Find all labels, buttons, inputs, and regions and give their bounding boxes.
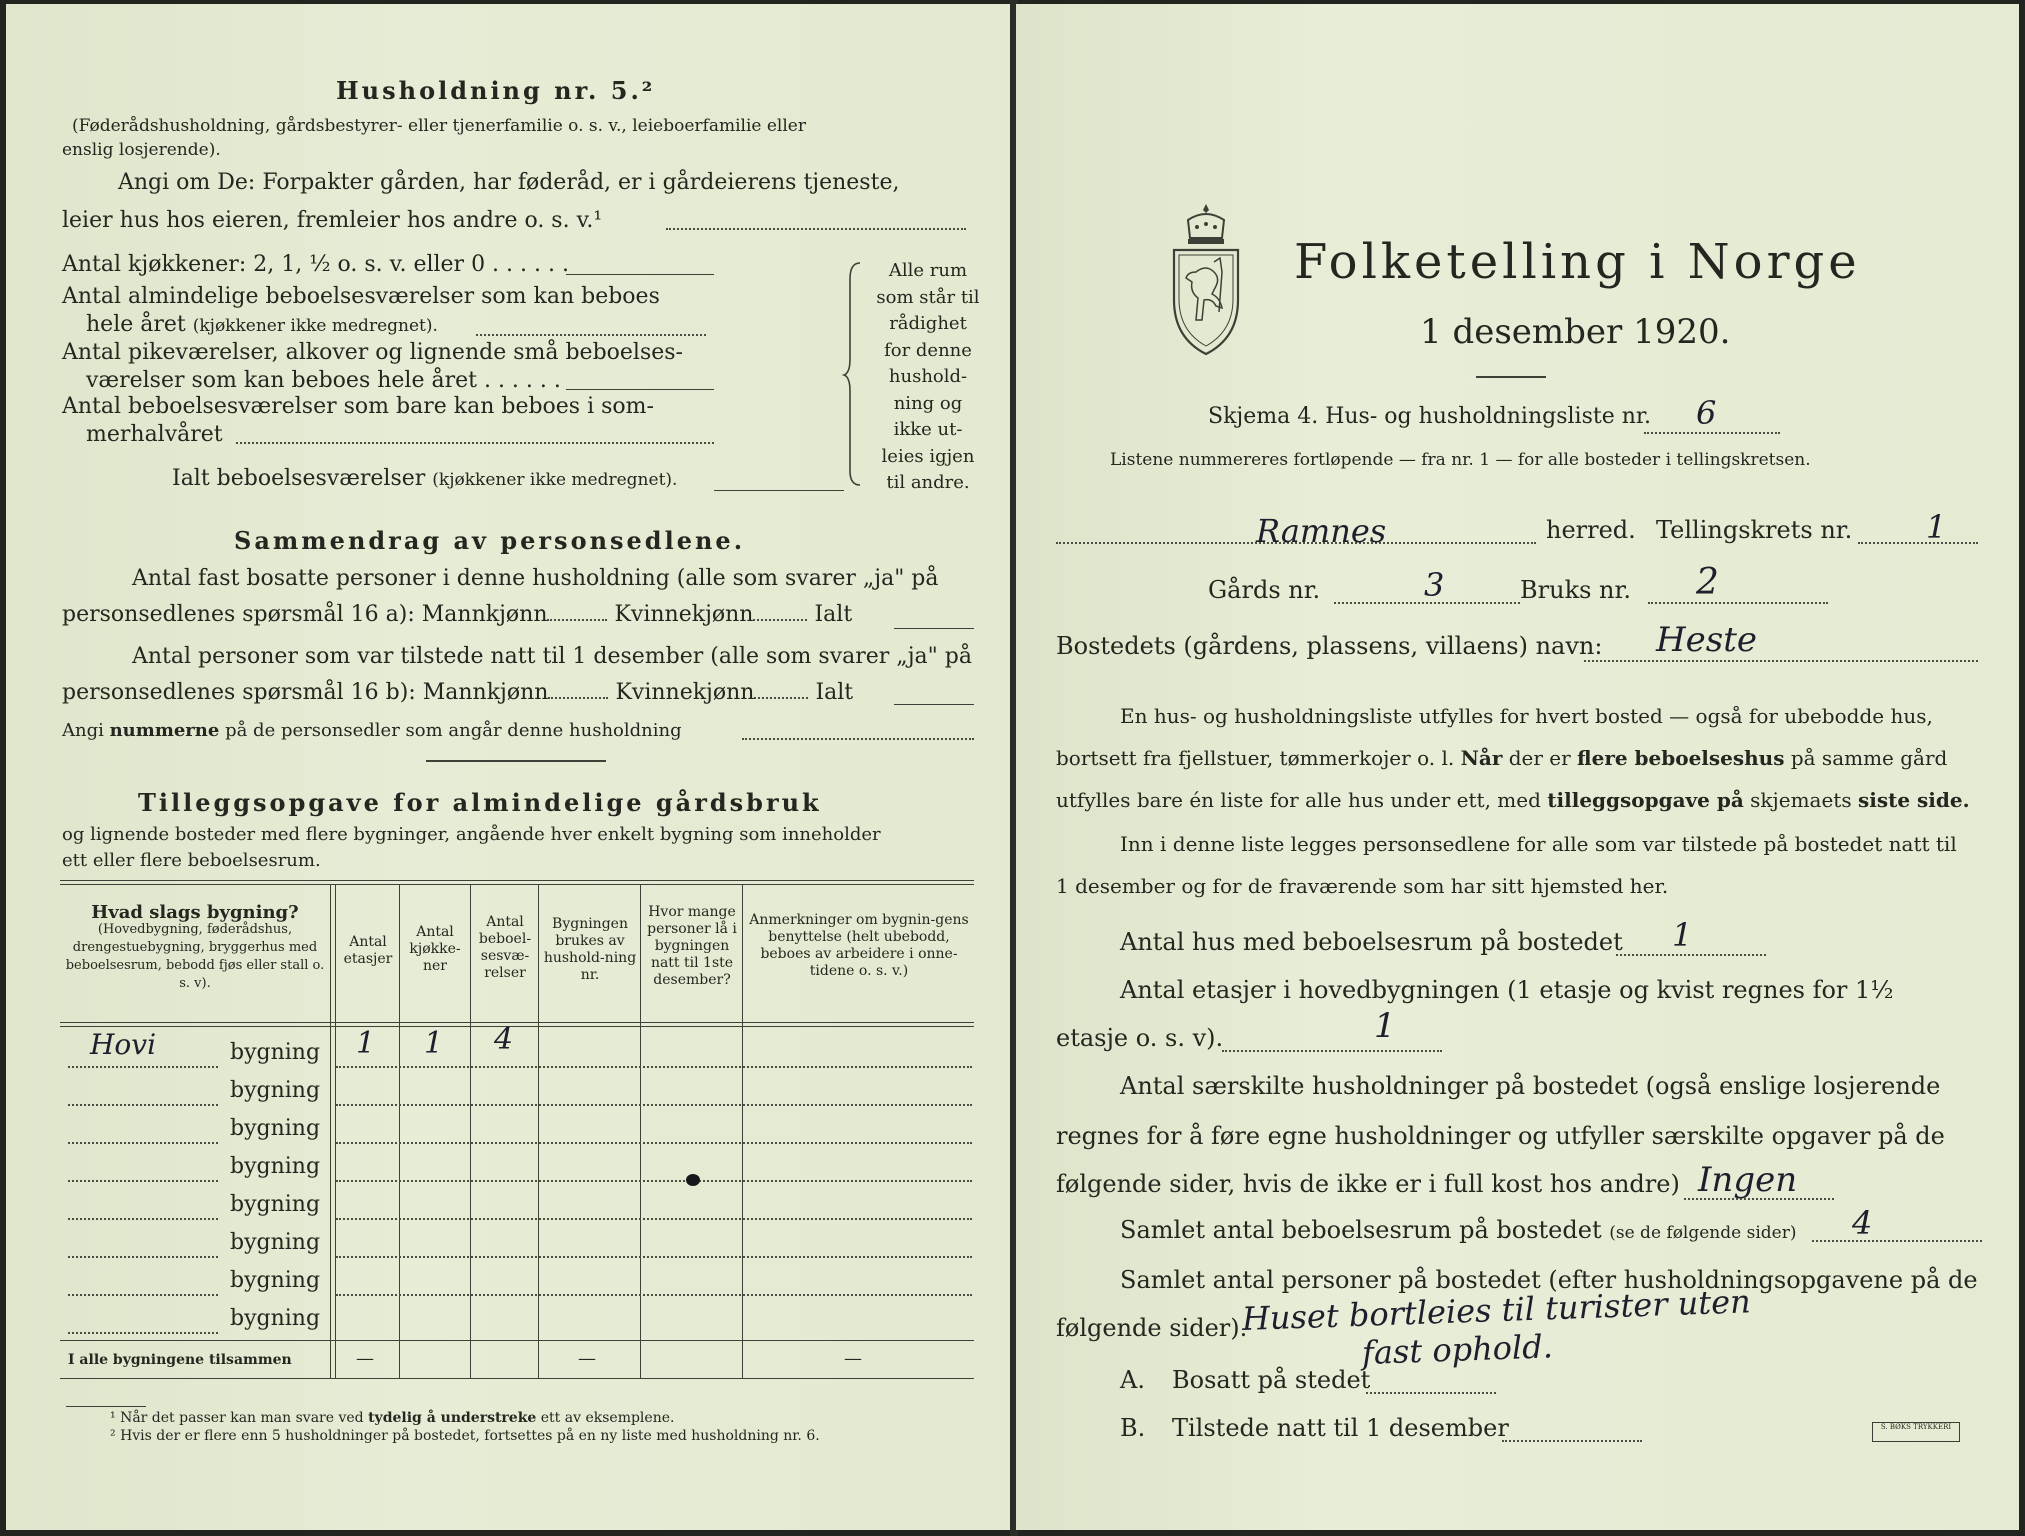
answer-line xyxy=(1858,542,1978,544)
row-suffix: bygning xyxy=(230,1268,321,1293)
samlet-pers-note-cont: fast ophold. xyxy=(1361,1327,1554,1372)
answer-line xyxy=(1644,432,1780,434)
answer-line xyxy=(1334,602,1520,604)
etasjer-label: Antal etasjer i hovedbygningen (1 etasje og kvist regnes for 1½ xyxy=(1120,976,1894,1004)
tillegg-text-cont: ett eller flere beboelsesrum. xyxy=(62,850,321,871)
angi-instruction-cont: leier hus hos eieren, fremleier hos andre o. s. v.¹ xyxy=(62,208,603,233)
answer-line xyxy=(894,628,974,629)
footnote-divider xyxy=(66,1406,146,1407)
samlet-rum-value: 4 xyxy=(1852,1204,1873,1242)
skjema-nr: 6 xyxy=(1696,394,1717,432)
row-suffix: bygning xyxy=(230,1306,321,1331)
col-kjokkener-header: Antal kjøkke-ner xyxy=(409,924,461,974)
answer-line xyxy=(666,228,966,230)
antal-hus-label: Antal hus med beboelsesrum på bostedet xyxy=(1120,928,1623,956)
antal-hus-value: 1 xyxy=(1672,916,1693,954)
printer-stamp: S. BØKS TRYKKERI xyxy=(1872,1422,1960,1442)
instructions-para-2: Inn i denne liste legges personsedlene for alle som var tilstede på bostedet natt til xyxy=(1120,832,1957,856)
col-etasjer-header: Antal etasjer xyxy=(343,934,393,967)
answer-line xyxy=(566,389,714,390)
left-page xyxy=(6,4,1012,1530)
answer-line xyxy=(714,490,844,491)
total-dash: — xyxy=(578,1348,596,1369)
footnote-1: ¹ Når det passer kan man svare ved tydelig å understreke ett av eksemplene. xyxy=(110,1410,675,1426)
bruks-label: Bruks nr. xyxy=(1520,576,1631,604)
etasjer-label-cont: etasje o. s. v). xyxy=(1056,1024,1224,1052)
etasjer-value: 1 xyxy=(1374,1006,1396,1046)
alm-label: Antal almindelige beboelsesværelser som kan beboes xyxy=(62,284,660,309)
row-type: Hovi xyxy=(90,1028,157,1061)
right-page xyxy=(1016,4,2019,1530)
a-text: Bosatt på stedet xyxy=(1172,1366,1371,1394)
household-note-cont: enslig losjerende). xyxy=(62,140,221,160)
instructions-para-cont: utfylles bare én liste for alle hus under ett, med tilleggsopgave på skjemaets siste side. xyxy=(1056,788,1970,812)
ink-blot xyxy=(686,1174,700,1186)
a-label: A. xyxy=(1120,1366,1145,1394)
alm-label-cont: hele året (kjøkkener ikke medregnet). xyxy=(86,312,438,337)
sommer-label: Antal beboelsesværelser som bare kan beboes i som- xyxy=(62,394,654,419)
divider xyxy=(426,760,606,762)
herred-label: herred. xyxy=(1546,516,1636,544)
brace-note: Alle rum som står til rådighet for denne hushold- ning og ikke ut- leies igjen til andre. xyxy=(876,260,980,493)
tilstede-cont: personsedlenes spørsmål 16 b): Mannkjønn Kvinnekjønn Ialt xyxy=(62,680,854,705)
answer-line xyxy=(476,334,706,336)
sarskilte-label: Antal særskilte husholdninger på bostedet (også enslige losjerende xyxy=(1120,1072,1941,1100)
bosted-value: Heste xyxy=(1656,620,1758,660)
sammendrag-title: Sammendrag av personsedlene. xyxy=(234,526,746,555)
household-note: (Føderådshusholdning, gårdsbestyrer- eller tjenerfamilie o. s. v., leieboerfamilie eller xyxy=(72,116,806,136)
sarskilte-value: Ingen xyxy=(1698,1160,1798,1200)
samlet-pers-note: Huset bortleies til turister uten xyxy=(1241,1282,1752,1338)
answer-line xyxy=(1812,1240,1982,1242)
row-suffix: bygning xyxy=(230,1230,321,1255)
answer-line xyxy=(894,704,974,705)
answer-line xyxy=(1366,1392,1496,1394)
tillegg-title: Tilleggsopgave for almindelige gårdsbruk xyxy=(138,788,822,817)
pike-label-cont: værelser som kan beboes hele året . . . . . . xyxy=(86,368,561,393)
census-date: 1 desember 1920. xyxy=(1420,312,1731,352)
b-label: B. xyxy=(1120,1414,1146,1442)
answer-line xyxy=(1684,1198,1834,1200)
angi-nummerne: Angi nummerne på de personsedler som angår denne husholdning xyxy=(62,720,682,741)
answer-line xyxy=(1502,1440,1642,1442)
row-kjokkener: 1 xyxy=(424,1026,444,1061)
col-type-header: Hvad slags bygning? (Hovedbygning, føderådshus, drengestuebygning, bryggerhus med beboelsesrum, bebodd fjøs eller stall o. s. v). xyxy=(65,902,325,991)
col-anm-header: Anmerkninger om bygnin-gens benyttelse (helt ubebodd, beboes av arbeidere i onne-tidene o. s. v.) xyxy=(749,912,969,979)
answer-line xyxy=(1222,1050,1442,1052)
tellingskrets-value: 1 xyxy=(1926,508,1947,546)
answer-line xyxy=(1648,602,1828,604)
row-suffix: bygning xyxy=(230,1154,321,1179)
samlet-rum-label: Samlet antal beboelsesrum på bostedet (se de følgende sider) xyxy=(1120,1216,1797,1244)
row-suffix: bygning xyxy=(230,1040,321,1065)
angi-instruction: Angi om De: Forpakter gården, har føderåd, er i gårdeierens tjeneste, xyxy=(118,170,900,195)
answer-line xyxy=(236,442,714,444)
tellingskrets-label: Tellingskrets nr. xyxy=(1656,516,1853,544)
instructions-para: En hus- og husholdningsliste utfylles for hvert bosted — også for ubebodde hus, xyxy=(1120,704,1933,728)
total-label: I alle bygningene tilsammen xyxy=(68,1352,292,1368)
col-boel-header: Antal beboel-sesvæ-relser xyxy=(478,914,532,981)
sarskilte-label-cont: regnes for å føre egne husholdninger og utfyller særskilte opgaver på de xyxy=(1056,1122,1945,1150)
answer-line xyxy=(566,274,714,275)
coat-of-arms-icon xyxy=(1166,202,1246,360)
row-boel: 4 xyxy=(494,1022,514,1057)
pike-label: Antal pikeværelser, alkover og lignende små beboelses- xyxy=(62,340,683,365)
skjema-label: Skjema 4. Hus- og husholdningsliste nr. xyxy=(1208,404,1651,429)
col-mange-header: Hvor mange personer lå i bygningen natt til 1ste desember? xyxy=(647,904,737,988)
brace-icon xyxy=(842,259,866,489)
sarskilte-label-cont: følgende sider, hvis de ikke er i full kost hos andre) xyxy=(1056,1170,1680,1198)
instructions-para-2-cont: 1 desember og for de fraværende som har sitt hjemsted her. xyxy=(1056,874,1669,898)
gards-label: Gårds nr. xyxy=(1208,576,1321,604)
row-suffix: bygning xyxy=(230,1116,321,1141)
b-text: Tilstede natt til 1 desember xyxy=(1172,1414,1509,1442)
household-title: Husholdning nr. 5.² xyxy=(336,76,656,105)
answer-line xyxy=(742,738,974,740)
bruks-value: 2 xyxy=(1696,562,1719,603)
col-brukes-header: Bygningen brukes av hushold-ning nr. xyxy=(543,916,637,983)
tilstede-label: Antal personer som var tilstede natt til 1 desember (alle som svarer „ja" på xyxy=(132,644,972,669)
answer-line xyxy=(1616,954,1766,956)
instructions-para-cont: bortsett fra fjellstuer, tømmerkojer o. l. Når der er flere beboelseshus på samme gård xyxy=(1056,746,1948,770)
row-suffix: bygning xyxy=(230,1192,321,1217)
row-suffix: bygning xyxy=(230,1078,321,1103)
row-etasjer: 1 xyxy=(356,1026,376,1061)
bosted-label: Bostedets (gårdens, plassens, villaens) navn: xyxy=(1056,632,1603,660)
ialt-label: Ialt beboelsesværelser (kjøkkener ikke medregnet). xyxy=(172,466,678,491)
divider xyxy=(1476,376,1546,378)
total-dash: — xyxy=(356,1348,374,1369)
gards-value: 3 xyxy=(1424,566,1445,604)
samlet-pers-label: Samlet antal personer på bostedet (efter husholdningsopgavene på de xyxy=(1120,1266,1978,1294)
listene-note: Listene nummereres fortløpende — fra nr. 1 — for alle bosteder i tellingskretsen. xyxy=(1110,450,1811,470)
footnote-2: ² Hvis der er flere enn 5 husholdninger på bostedet, fortsettes på en ny liste med husholdning nr. 6. xyxy=(110,1428,820,1444)
samlet-pers-label-cont: følgende sider). xyxy=(1056,1314,1248,1342)
herred-value: Ramnes xyxy=(1256,512,1387,550)
answer-line xyxy=(1584,660,1978,662)
census-title: Folketelling i Norge xyxy=(1294,234,1861,290)
tillegg-text: og lignende bosteder med flere bygninger, angående hver enkelt bygning som inneholder xyxy=(62,824,881,845)
total-dash: — xyxy=(844,1348,862,1369)
fast-bosatte-cont: personsedlenes spørsmål 16 a): Mannkjønn Kvinnekjønn Ialt xyxy=(62,602,853,627)
kjokkener-label: Antal kjøkkener: 2, 1, ½ o. s. v. eller 0 . . . . . . xyxy=(62,252,569,277)
fast-bosatte-label: Antal fast bosatte personer i denne husholdning (alle som svarer „ja" på xyxy=(132,566,939,591)
sommer-label-cont: merhalvåret xyxy=(86,422,223,447)
